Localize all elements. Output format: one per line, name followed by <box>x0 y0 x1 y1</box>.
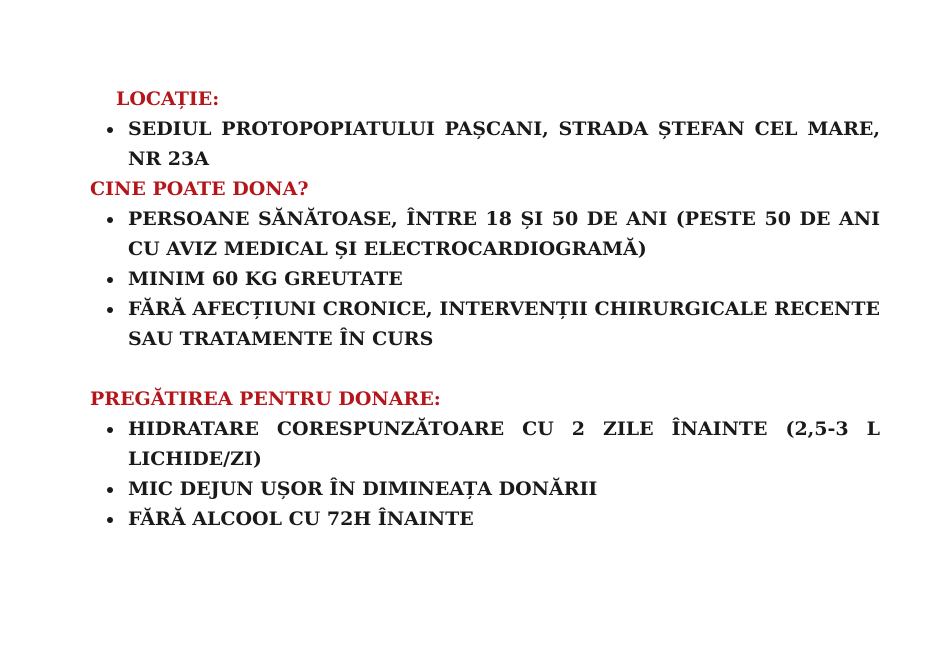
section-heading-eligibility: CINE POATE DONA? <box>90 178 309 200</box>
list-item: HIDRATARE CORESPUNZĂTOARE CU 2 ZILE ÎNAINTE (2,5-3 L LICHIDE/ZI) <box>90 414 880 474</box>
list-item: FĂRĂ ALCOOL CU 72H ÎNAINTE <box>90 504 880 534</box>
section-heading-preparation: PREGĂTIREA PENTRU DONARE: <box>90 388 441 410</box>
document-body <box>90 84 880 534</box>
eligibility-list <box>90 204 880 354</box>
list-item: PERSOANE SĂNĂTOASE, ÎNTRE 18 ȘI 50 DE ANI (PESTE 50 DE ANI CU AVIZ MEDICAL ȘI ELECTROCARDIOGRAMĂ) <box>90 204 880 264</box>
list-item: MINIM 60 KG GREUTATE <box>90 264 880 294</box>
list-item: SEDIUL PROTOPOPIATULUI PAȘCANI, STRADA ȘTEFAN CEL MARE, NR 23A <box>90 114 880 174</box>
location-list <box>90 114 880 174</box>
section-spacer <box>90 354 880 384</box>
list-item: FĂRĂ AFECȚIUNI CRONICE, INTERVENȚII CHIRURGICALE RECENTE SAU TRATAMENTE ÎN CURS <box>90 294 880 354</box>
list-item: MIC DEJUN UȘOR ÎN DIMINEAȚA DONĂRII <box>90 474 880 504</box>
preparation-list <box>90 414 880 534</box>
section-heading-location: LOCAȚIE: <box>116 88 220 110</box>
